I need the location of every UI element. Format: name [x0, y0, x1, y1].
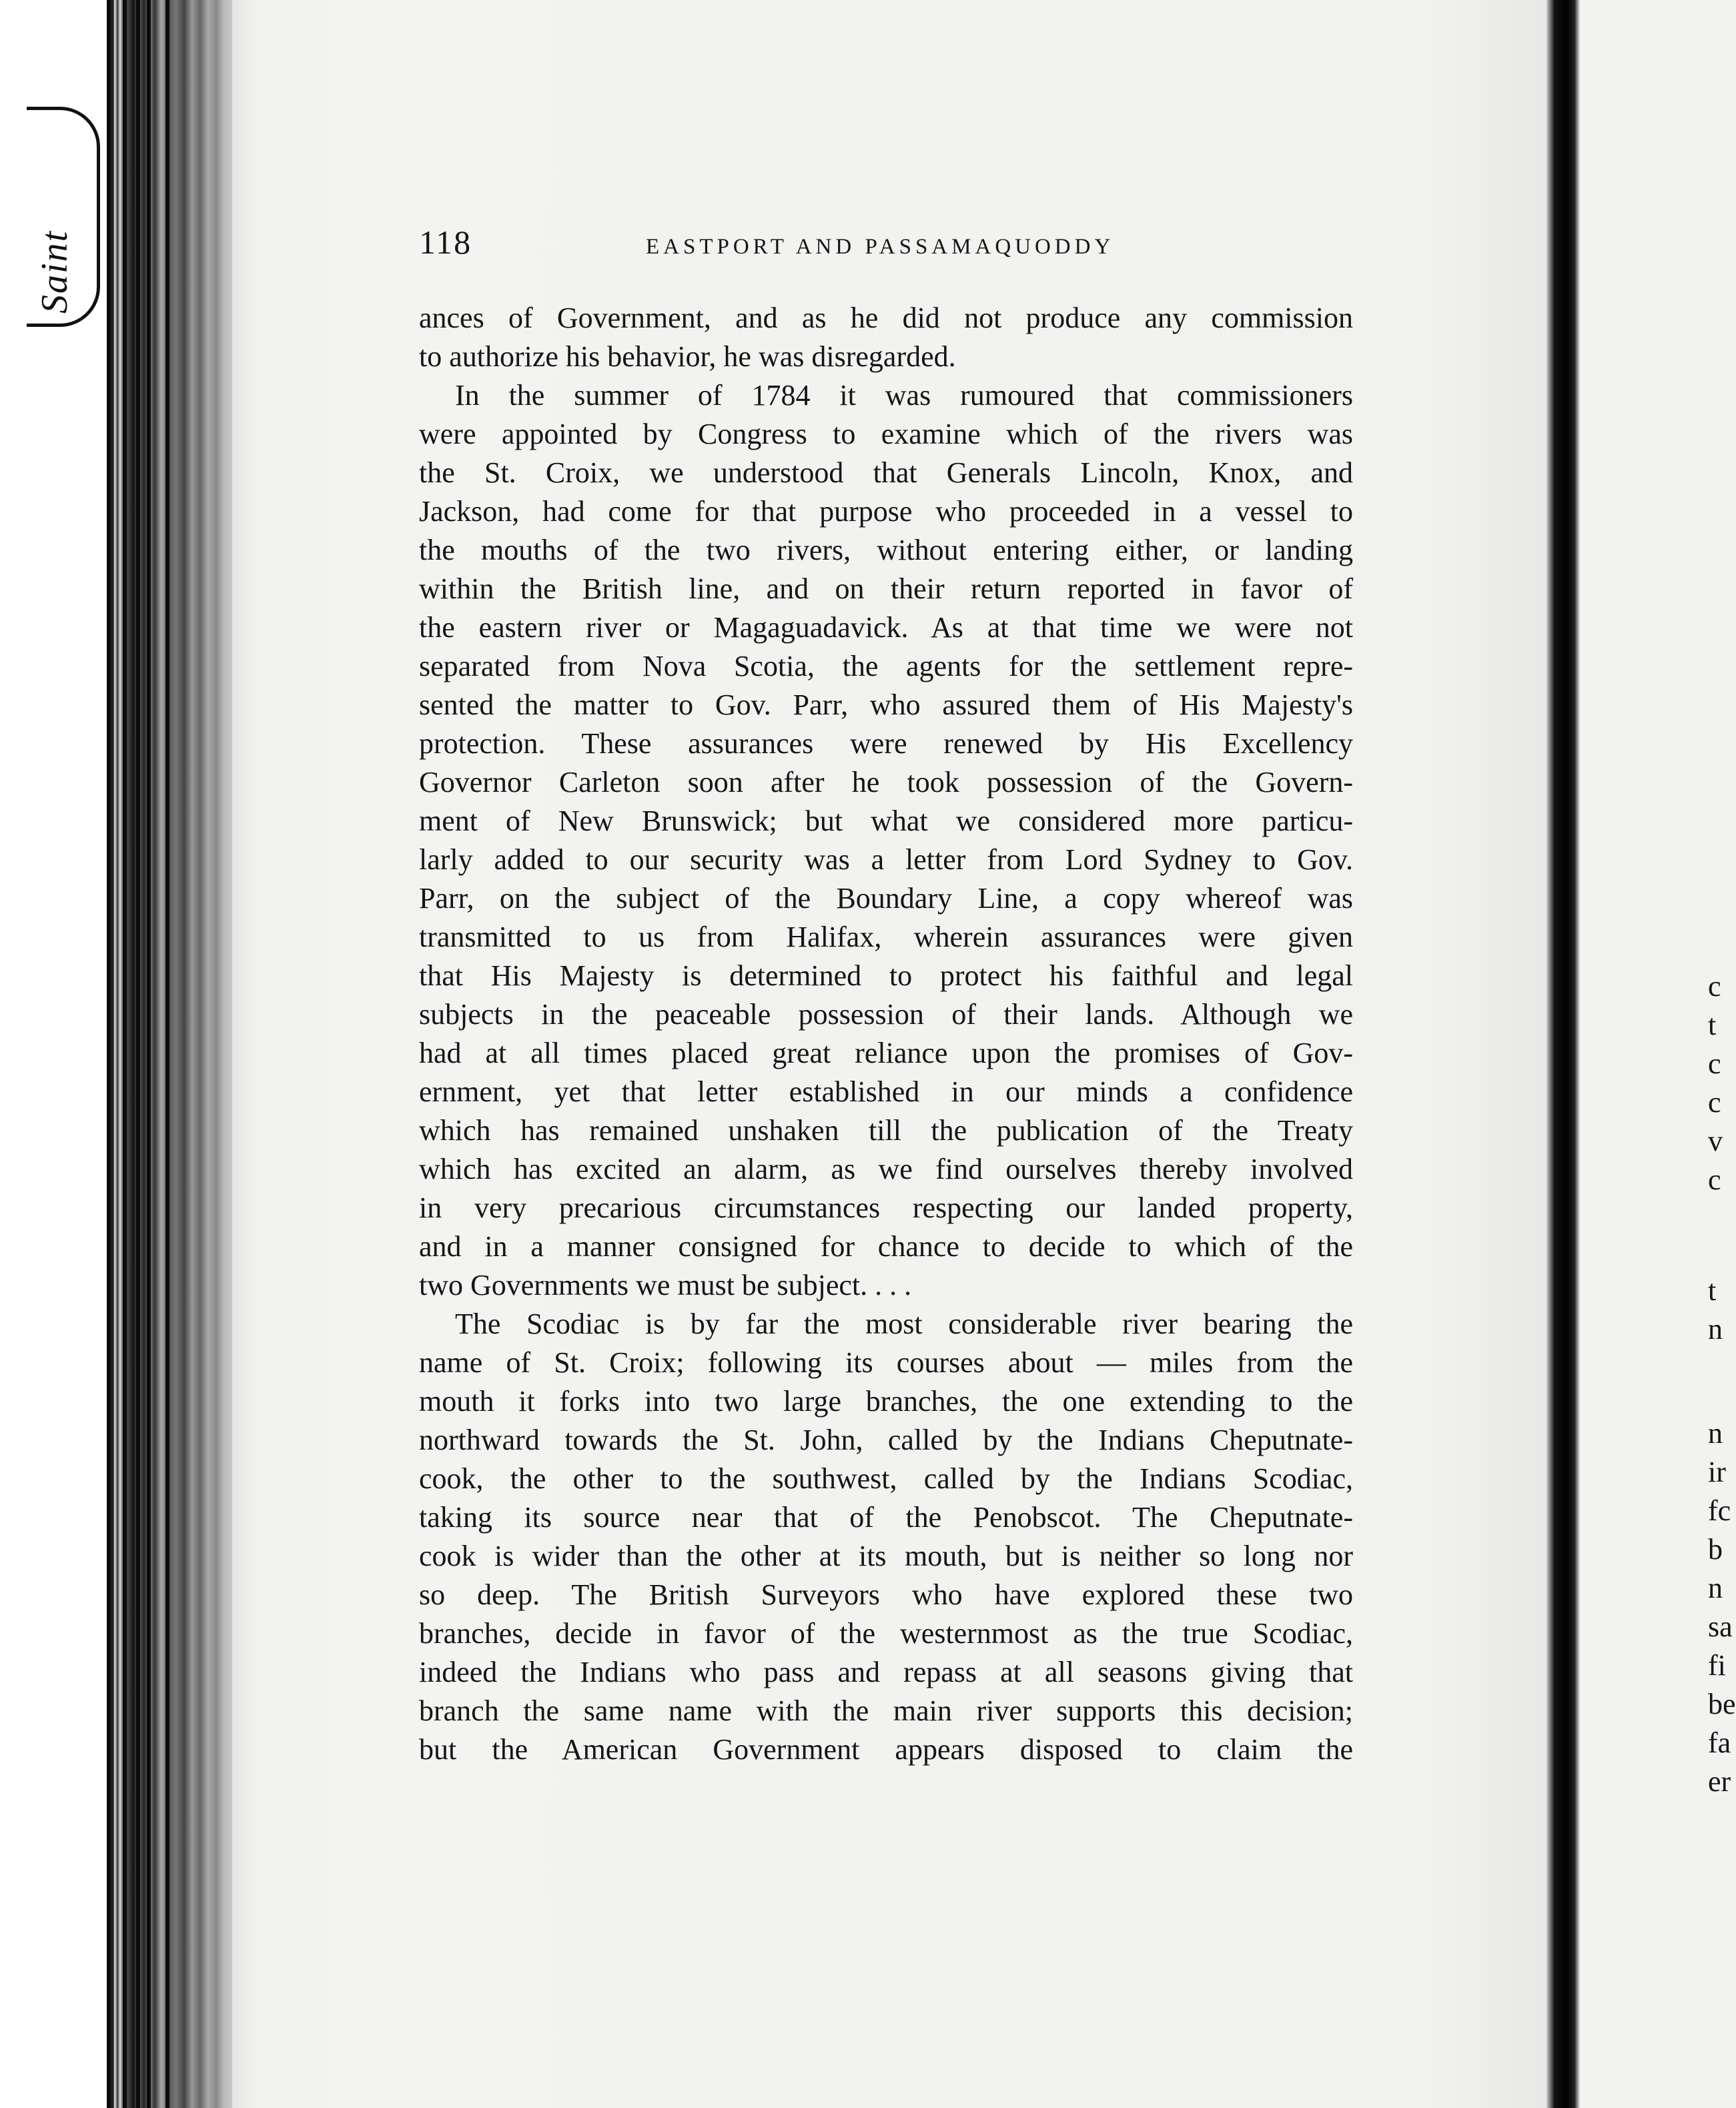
facing-page-fragment: n [1708, 1572, 1723, 1604]
facing-page-fragment: c [1708, 1047, 1721, 1080]
facing-page-fragment: er [1708, 1765, 1731, 1798]
page-edge-line [136, 0, 140, 2108]
text-line: northward towards the St. John, called by the Indians Cheputnate- [419, 1424, 1353, 1456]
text-line: ances of Government, and as he did not produce any commission [419, 302, 1353, 334]
facing-page-fragment: c [1708, 1086, 1721, 1119]
text-line: ernment, yet that letter established in our minds a confidence [419, 1075, 1353, 1108]
text-line: Parr, on the subject of the Boundary Line, a copy whereof was [419, 882, 1353, 915]
facing-page-fragment: fc [1708, 1494, 1731, 1527]
book-gutter [1547, 0, 1580, 2108]
text-line: to authorize his behavior, he was disregarded. [419, 340, 956, 373]
text-line: two Governments we must be subject. . . . [419, 1269, 912, 1301]
text-line: cook is wider than the other at its mouth, but is neither so long nor [419, 1540, 1353, 1572]
facing-page-fragment: be [1708, 1688, 1736, 1720]
text-line: sented the matter to Gov. Parr, who assured them of His Majesty's [419, 688, 1353, 721]
text-line: indeed the Indians who pass and repass at all seasons giving that [419, 1656, 1353, 1688]
text-line: mouth it forks into two large branches, the one extending to the [419, 1385, 1353, 1418]
text-line: cook, the other to the southwest, called by the Indians Scodiac, [419, 1462, 1353, 1495]
text-line: within the British line, and on their return reported in favor of [419, 572, 1353, 605]
facing-page-fragment: ir [1708, 1456, 1726, 1488]
text-line: the St. Croix, we understood that Generals Lincoln, Knox, and [419, 456, 1353, 489]
facing-page-fragment: sa [1708, 1610, 1733, 1643]
body-text [419, 299, 1353, 1769]
page-number: 118 [419, 223, 472, 261]
text-line: larly added to our security was a letter from Lord Sydney to Gov. [419, 843, 1353, 876]
text-line: In the summer of 1784 it was rumoured that commissioners [455, 379, 1353, 412]
text-line: branches, decide in favor of the westernmost as the true Scodiac, [419, 1617, 1353, 1650]
text-line: Jackson, had come for that purpose who proceeded in a vessel to [419, 495, 1353, 528]
page-edge-line [107, 0, 111, 2108]
text-line: Governor Carleton soon after he took possession of the Govern- [419, 766, 1353, 799]
page-edge-line [147, 0, 151, 2108]
text-line: subjects in the peaceable possession of their lands. Although we [419, 998, 1353, 1031]
text-line: and in a manner consigned for chance to decide to which of the [419, 1230, 1353, 1263]
running-head [419, 223, 1353, 263]
text-line: the mouths of the two rivers, without entering either, or landing [419, 534, 1353, 566]
facing-page-fragment: n [1708, 1313, 1723, 1346]
text-line: were appointed by Congress to examine which of the rivers was [419, 418, 1353, 450]
text-line: ment of New Brunswick; but what we considered more particu- [419, 805, 1353, 837]
text-line: taking its source near that of the Penobscot. The Cheputnate- [419, 1501, 1353, 1534]
text-line: which has excited an alarm, as we find ourselves thereby involved [419, 1153, 1353, 1185]
text-line: that His Majesty is determined to protect his faithful and legal [419, 959, 1353, 992]
text-line: had at all times placed great reliance upon the promises of Gov- [419, 1037, 1353, 1069]
facing-page-fragment: t [1708, 1009, 1717, 1041]
facing-page-fragment: c [1708, 1163, 1721, 1196]
facing-page-fragment: n [1708, 1417, 1723, 1450]
facing-page-fragment: fi [1708, 1649, 1726, 1682]
text-line: transmitted to us from Halifax, wherein assurances were given [419, 921, 1353, 953]
text-line: protection. These assurances were renewed by His Excellency [419, 727, 1353, 760]
facing-page-fragment: v [1708, 1125, 1723, 1157]
text-line: branch the same name with the main river supports this decision; [419, 1694, 1353, 1727]
text-line: so deep. The British Surveyors who have explored these two [419, 1578, 1353, 1611]
facing-page-fragment: b [1708, 1533, 1723, 1566]
text-line: in very precarious circumstances respecting our landed property, [419, 1191, 1353, 1224]
facing-page-fragment: t [1708, 1274, 1717, 1307]
page-edge-stack [107, 0, 234, 2108]
page-edge-line [165, 0, 169, 2108]
margin-note: Saint [34, 229, 75, 314]
text-line: but the American Government appears disposed to claim the [419, 1733, 1353, 1766]
text-line: the eastern river or Magaguadavick. As at that time we were not [419, 611, 1353, 644]
text-line: The Scodiac is by far the most considerable river bearing the [455, 1307, 1353, 1340]
text-line: name of St. Croix; following its courses about — miles from the [419, 1346, 1353, 1379]
running-title: EASTPORT AND PASSAMAQUODDY [646, 235, 1115, 259]
page-edge-line [123, 0, 127, 2108]
text-line: which has remained unshaken till the publication of the Treaty [419, 1114, 1353, 1147]
text-line: separated from Nova Scotia, the agents for the settlement repre- [419, 650, 1353, 682]
facing-page-fragment: c [1708, 970, 1721, 1003]
facing-page-fragment: fa [1708, 1726, 1731, 1759]
